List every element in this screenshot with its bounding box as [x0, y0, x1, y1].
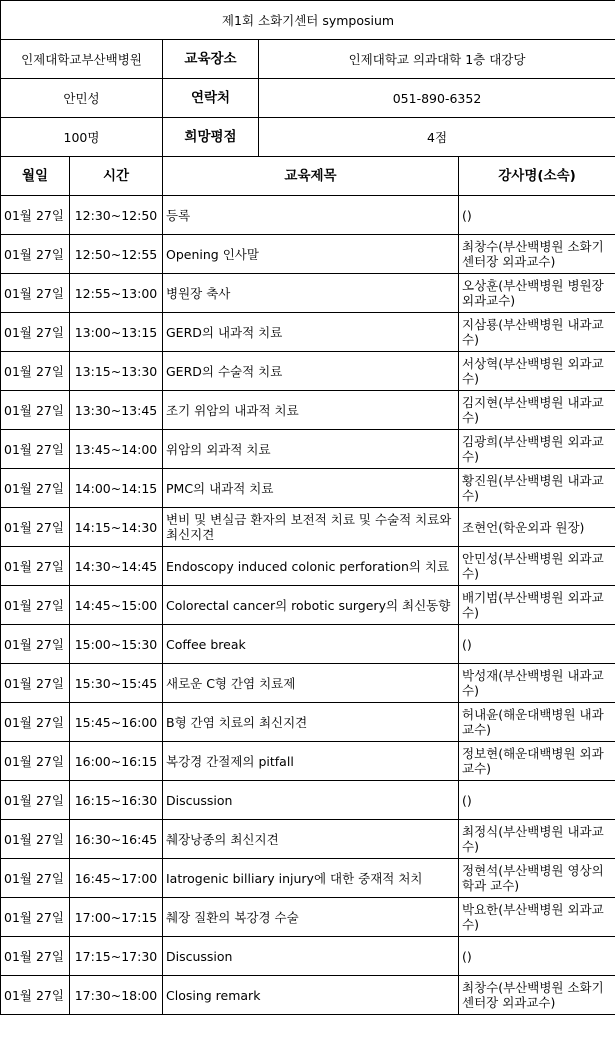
speaker-cell: 지삼룡(부산백병원 내과교수) — [459, 313, 615, 352]
contact-person-cell: 안민성 — [1, 79, 163, 118]
time-cell: 12:50~12:55 — [70, 235, 163, 274]
title-row — [1, 1, 615, 40]
date-cell: 01월 27일 — [1, 781, 70, 820]
table-row — [1, 547, 615, 586]
time-cell: 14:15~14:30 — [70, 508, 163, 547]
topic-cell: 병원장 축사 — [163, 274, 459, 313]
table-row — [1, 586, 615, 625]
table-row — [1, 469, 615, 508]
speaker-column-header: 강사명(소속) — [459, 157, 615, 196]
speaker-cell: 최정식(부산백병원 내과교수) — [459, 820, 615, 859]
speaker-cell: 최창수(부산백병원 소화기센터장 외과교수) — [459, 976, 615, 1015]
topic-cell: PMC의 내과적 치료 — [163, 469, 459, 508]
date-cell: 01월 27일 — [1, 976, 70, 1015]
venue-label: 교육장소 — [163, 40, 259, 79]
capacity-cell: 100명 — [1, 118, 163, 157]
time-cell: 17:15~17:30 — [70, 937, 163, 976]
table-body — [1, 1, 615, 1015]
page-title: 제1회 소화기센터 symposium — [1, 1, 615, 40]
date-cell: 01월 27일 — [1, 664, 70, 703]
topic-cell: 등록 — [163, 196, 459, 235]
contact-value: 051-890-6352 — [259, 79, 615, 118]
table-row — [1, 742, 615, 781]
date-cell: 01월 27일 — [1, 898, 70, 937]
topic-cell: B형 간염 치료의 최신지견 — [163, 703, 459, 742]
date-cell: 01월 27일 — [1, 430, 70, 469]
time-cell: 12:55~13:00 — [70, 274, 163, 313]
table-row — [1, 664, 615, 703]
table-row — [1, 508, 615, 547]
topic-cell: 췌장 질환의 복강경 수술 — [163, 898, 459, 937]
speaker-cell: 배기범(부산백병원 외과교수) — [459, 586, 615, 625]
speaker-cell: 김광희(부산백병원 외과교수) — [459, 430, 615, 469]
date-cell: 01월 27일 — [1, 820, 70, 859]
topic-cell: GERD의 수술적 치료 — [163, 352, 459, 391]
credits-label: 희망평점 — [163, 118, 259, 157]
time-cell: 13:00~13:15 — [70, 313, 163, 352]
time-cell: 12:30~12:50 — [70, 196, 163, 235]
date-cell: 01월 27일 — [1, 196, 70, 235]
speaker-cell: 정보현(해운대백병원 외과 교수) — [459, 742, 615, 781]
table-row — [1, 352, 615, 391]
time-cell: 14:30~14:45 — [70, 547, 163, 586]
date-cell: 01월 27일 — [1, 352, 70, 391]
table-row — [1, 898, 615, 937]
time-cell: 15:45~16:00 — [70, 703, 163, 742]
organizer-cell: 인제대학교부산백병원 — [1, 40, 163, 79]
credits-value: 4점 — [259, 118, 615, 157]
time-cell: 15:30~15:45 — [70, 664, 163, 703]
date-cell: 01월 27일 — [1, 703, 70, 742]
time-cell: 17:00~17:15 — [70, 898, 163, 937]
date-cell: 01월 27일 — [1, 742, 70, 781]
info-row-venue — [1, 40, 615, 79]
date-cell: 01월 27일 — [1, 625, 70, 664]
date-cell: 01월 27일 — [1, 859, 70, 898]
time-column-header: 시간 — [70, 157, 163, 196]
contact-label: 연락처 — [163, 79, 259, 118]
time-cell: 13:15~13:30 — [70, 352, 163, 391]
date-cell: 01월 27일 — [1, 937, 70, 976]
time-cell: 16:15~16:30 — [70, 781, 163, 820]
table-row — [1, 391, 615, 430]
topic-cell: Coffee break — [163, 625, 459, 664]
topic-cell: 위암의 외과적 치료 — [163, 430, 459, 469]
time-cell: 16:30~16:45 — [70, 820, 163, 859]
topic-cell: Colorectal cancer의 robotic surgery의 최신동향 — [163, 586, 459, 625]
table-row — [1, 820, 615, 859]
date-cell: 01월 27일 — [1, 586, 70, 625]
table-row — [1, 937, 615, 976]
speaker-cell: () — [459, 781, 615, 820]
info-row-credits — [1, 118, 615, 157]
table-row — [1, 976, 615, 1015]
speaker-cell: () — [459, 625, 615, 664]
speaker-cell: 허내윤(해운대백병원 내과 교수) — [459, 703, 615, 742]
time-cell: 15:00~15:30 — [70, 625, 163, 664]
date-column-header: 월일 — [1, 157, 70, 196]
time-cell: 14:45~15:00 — [70, 586, 163, 625]
topic-cell: Discussion — [163, 937, 459, 976]
date-cell: 01월 27일 — [1, 547, 70, 586]
topic-cell: Opening 인사말 — [163, 235, 459, 274]
speaker-cell: 안민성(부산백병원 외과교수) — [459, 547, 615, 586]
time-cell: 16:00~16:15 — [70, 742, 163, 781]
speaker-cell: 조현언(학운외과 원장) — [459, 508, 615, 547]
table-row — [1, 703, 615, 742]
table-row — [1, 781, 615, 820]
topic-cell: GERD의 내과적 치료 — [163, 313, 459, 352]
table-row — [1, 859, 615, 898]
speaker-cell: 박요한(부산백병원 외과교수) — [459, 898, 615, 937]
time-cell: 13:45~14:00 — [70, 430, 163, 469]
date-cell: 01월 27일 — [1, 313, 70, 352]
topic-cell: 췌장낭종의 최신지견 — [163, 820, 459, 859]
speaker-cell: () — [459, 937, 615, 976]
topic-cell: 새로운 C형 간염 치료제 — [163, 664, 459, 703]
topic-cell: Closing remark — [163, 976, 459, 1015]
speaker-cell: 황진원(부산백병원 내과교수) — [459, 469, 615, 508]
schedule-header-row — [1, 157, 615, 196]
topic-cell: 조기 위암의 내과적 치료 — [163, 391, 459, 430]
topic-cell: Discussion — [163, 781, 459, 820]
date-cell: 01월 27일 — [1, 508, 70, 547]
topic-cell: Iatrogenic billiary injury에 대한 중재적 처치 — [163, 859, 459, 898]
table-row — [1, 274, 615, 313]
table-row — [1, 430, 615, 469]
speaker-cell: 오상훈(부산백병원 병원장 외과교수) — [459, 274, 615, 313]
speaker-cell: 박성재(부산백병원 내과교수) — [459, 664, 615, 703]
time-cell: 17:30~18:00 — [70, 976, 163, 1015]
info-row-contact — [1, 79, 615, 118]
speaker-cell: () — [459, 196, 615, 235]
speaker-cell: 정현석(부산백병원 영상의학과 교수) — [459, 859, 615, 898]
time-cell: 14:00~14:15 — [70, 469, 163, 508]
date-cell: 01월 27일 — [1, 391, 70, 430]
topic-cell: Endoscopy induced colonic perforation의 치료 — [163, 547, 459, 586]
topic-cell: 변비 및 변실금 환자의 보전적 치료 및 수술적 치료와 최신지견 — [163, 508, 459, 547]
topic-column-header: 교육제목 — [163, 157, 459, 196]
time-cell: 13:30~13:45 — [70, 391, 163, 430]
date-cell: 01월 27일 — [1, 469, 70, 508]
speaker-cell: 최창수(부산백병원 소화기센터장 외과교수) — [459, 235, 615, 274]
time-cell: 16:45~17:00 — [70, 859, 163, 898]
date-cell: 01월 27일 — [1, 274, 70, 313]
venue-value: 인제대학교 의과대학 1층 대강당 — [259, 40, 615, 79]
table-row — [1, 235, 615, 274]
date-cell: 01월 27일 — [1, 235, 70, 274]
table-row — [1, 196, 615, 235]
table-row — [1, 625, 615, 664]
speaker-cell: 김지현(부산백병원 내과교수) — [459, 391, 615, 430]
topic-cell: 복강경 간절제의 pitfall — [163, 742, 459, 781]
table-row — [1, 313, 615, 352]
speaker-cell: 서상혁(부산백병원 외과교수) — [459, 352, 615, 391]
